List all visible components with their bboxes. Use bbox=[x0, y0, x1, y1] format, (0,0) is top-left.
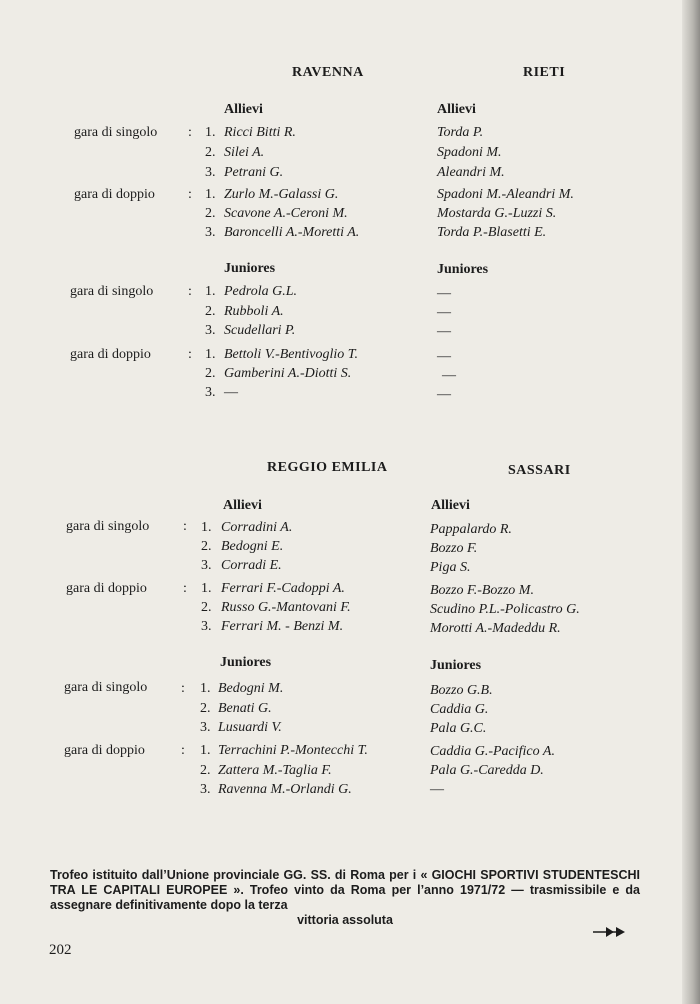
category-heading: Juniores bbox=[220, 655, 272, 670]
athlete-name: Aleandri M. bbox=[437, 165, 505, 180]
page-number: 202 bbox=[49, 942, 72, 958]
athlete-name: Corradini A. bbox=[221, 520, 293, 535]
city-heading-reggio-emilia: REGGIO EMILIA bbox=[267, 460, 388, 475]
label-colon: : bbox=[188, 125, 192, 140]
rank-number: 2. bbox=[205, 206, 216, 221]
athlete-name: Mostarda G.-Luzzi S. bbox=[437, 206, 557, 221]
athlete-name: Bozzo F.-Bozzo M. bbox=[430, 583, 534, 598]
rank-number: 2. bbox=[200, 701, 211, 716]
rank-number: 2. bbox=[205, 145, 216, 160]
label-colon: : bbox=[188, 284, 192, 299]
rank-number: 2. bbox=[201, 539, 212, 554]
athlete-name: Spadoni M. bbox=[437, 145, 502, 160]
rank-number: 1. bbox=[200, 743, 211, 758]
rank-number: 2. bbox=[201, 600, 212, 615]
label-colon: : bbox=[181, 681, 185, 696]
athlete-name: Piga S. bbox=[430, 560, 471, 575]
category-heading: Allievi bbox=[224, 102, 263, 117]
label-colon: : bbox=[183, 519, 187, 534]
rank-number: 3. bbox=[205, 385, 216, 400]
athlete-name: Ferrari F.-Cadoppi A. bbox=[221, 581, 345, 596]
category-heading: Allievi bbox=[223, 498, 262, 513]
athlete-name: Zattera M.-Taglia F. bbox=[218, 763, 332, 778]
rank-number: 3. bbox=[200, 720, 211, 735]
empty-entry-dash: — bbox=[437, 349, 451, 364]
rank-number: 2. bbox=[205, 304, 216, 319]
athlete-name: Pala G.-Caredda D. bbox=[430, 763, 544, 778]
empty-entry-dash: — bbox=[442, 368, 456, 383]
double-right-arrow-icon bbox=[592, 926, 626, 938]
athlete-name: Bedogni E. bbox=[221, 539, 284, 554]
trophy-note-last-line: vittoria assoluta bbox=[297, 913, 393, 927]
rank-number: 1. bbox=[205, 187, 216, 202]
athlete-name: Torda P.-Blasetti E. bbox=[437, 225, 547, 240]
city-heading-sassari: SASSARI bbox=[508, 463, 571, 478]
category-heading: Allievi bbox=[431, 498, 470, 513]
category-heading: Allievi bbox=[437, 102, 476, 117]
rank-number: 2. bbox=[205, 366, 216, 381]
label-colon: : bbox=[181, 743, 185, 758]
athlete-name: Bedogni M. bbox=[218, 681, 284, 696]
rank-number: 3. bbox=[201, 619, 212, 634]
event-label: gara di doppio bbox=[74, 187, 155, 202]
athlete-name: Caddia G.-Pacifico A. bbox=[430, 744, 555, 759]
athlete-name: Ricci Bitti R. bbox=[224, 125, 296, 140]
rank-number: 2. bbox=[200, 763, 211, 778]
trophy-note-text: Trofeo istituito dall’Unione provinciale GG. SS. di Roma per i « GIOCHI SPORTIVI STUDENTESCHI TRA LE CAPITALI EUROPEE ». Trofeo vinto da Roma per l’anno 1971/72 — trasmissibile e da assegnare definitivamente dopo la terza bbox=[50, 868, 640, 912]
athlete-name: Terrachini P.-Montecchi T. bbox=[218, 743, 368, 758]
event-label: gara di singolo bbox=[64, 680, 148, 695]
trophy-note bbox=[50, 868, 640, 928]
athlete-name: Torda P. bbox=[437, 125, 484, 140]
rank-number: 1. bbox=[201, 581, 212, 596]
athlete-name: Pedrola G.L. bbox=[224, 284, 297, 299]
athlete-name: Caddia G. bbox=[430, 702, 489, 717]
rank-number: 3. bbox=[200, 782, 211, 797]
rank-number: 1. bbox=[205, 125, 216, 140]
label-colon: : bbox=[188, 187, 192, 202]
empty-entry-dash: — bbox=[430, 782, 444, 797]
empty-entry-dash: — bbox=[437, 324, 451, 339]
city-heading-ravenna: RAVENNA bbox=[292, 65, 364, 80]
athlete-name: Pappalardo R. bbox=[430, 522, 512, 537]
empty-entry-dash: — bbox=[224, 385, 238, 400]
athlete-name: Silei A. bbox=[224, 145, 265, 160]
rank-number: 1. bbox=[205, 347, 216, 362]
athlete-name: Scudino P.L.-Policastro G. bbox=[430, 602, 580, 617]
athlete-name: Russo G.-Mantovani F. bbox=[221, 600, 351, 615]
event-label: gara di doppio bbox=[70, 347, 151, 362]
rank-number: 1. bbox=[201, 520, 212, 535]
athlete-name: Spadoni M.-Aleandri M. bbox=[437, 187, 574, 202]
page-edge-shadow bbox=[682, 0, 700, 1004]
athlete-name: Gamberini A.-Diotti S. bbox=[224, 366, 352, 381]
empty-entry-dash: — bbox=[437, 305, 451, 320]
athlete-name: Scavone A.-Ceroni M. bbox=[224, 206, 348, 221]
rank-number: 3. bbox=[205, 165, 216, 180]
category-heading: Juniores bbox=[430, 658, 482, 673]
athlete-name: Rubboli A. bbox=[224, 304, 284, 319]
category-heading: Juniores bbox=[437, 262, 489, 277]
city-heading-rieti: RIETI bbox=[523, 65, 566, 80]
athlete-name: Petrani G. bbox=[224, 165, 284, 180]
event-label: gara di doppio bbox=[66, 581, 147, 596]
event-label: gara di singolo bbox=[66, 519, 150, 534]
empty-entry-dash: — bbox=[437, 387, 451, 402]
event-label: gara di singolo bbox=[74, 125, 158, 140]
rank-number: 3. bbox=[205, 225, 216, 240]
event-label: gara di doppio bbox=[64, 743, 145, 758]
label-colon: : bbox=[183, 581, 187, 596]
athlete-name: Benati G. bbox=[218, 701, 272, 716]
label-colon: : bbox=[188, 347, 192, 362]
athlete-name: Bozzo G.B. bbox=[430, 683, 493, 698]
rank-number: 1. bbox=[205, 284, 216, 299]
athlete-name: Scudellari P. bbox=[224, 323, 296, 338]
athlete-name: Bozzo F. bbox=[430, 541, 478, 556]
athlete-name: Ravenna M.-Orlandi G. bbox=[218, 782, 352, 797]
athlete-name: Baroncelli A.-Moretti A. bbox=[224, 225, 360, 240]
athlete-name: Ferrari M. - Benzi M. bbox=[221, 619, 344, 634]
athlete-name: Zurlo M.-Galassi G. bbox=[224, 187, 339, 202]
empty-entry-dash: — bbox=[437, 286, 451, 301]
category-heading: Juniores bbox=[224, 261, 276, 276]
rank-number: 1. bbox=[200, 681, 211, 696]
athlete-name: Pala G.C. bbox=[430, 721, 487, 736]
athlete-name: Bettoli V.-Bentivoglio T. bbox=[224, 347, 359, 362]
athlete-name: Morotti A.-Madeddu R. bbox=[430, 621, 561, 636]
athlete-name: Lusuardi V. bbox=[218, 720, 282, 735]
athlete-name: Corradi E. bbox=[221, 558, 282, 573]
event-label: gara di singolo bbox=[70, 284, 154, 299]
rank-number: 3. bbox=[205, 323, 216, 338]
rank-number: 3. bbox=[201, 558, 212, 573]
